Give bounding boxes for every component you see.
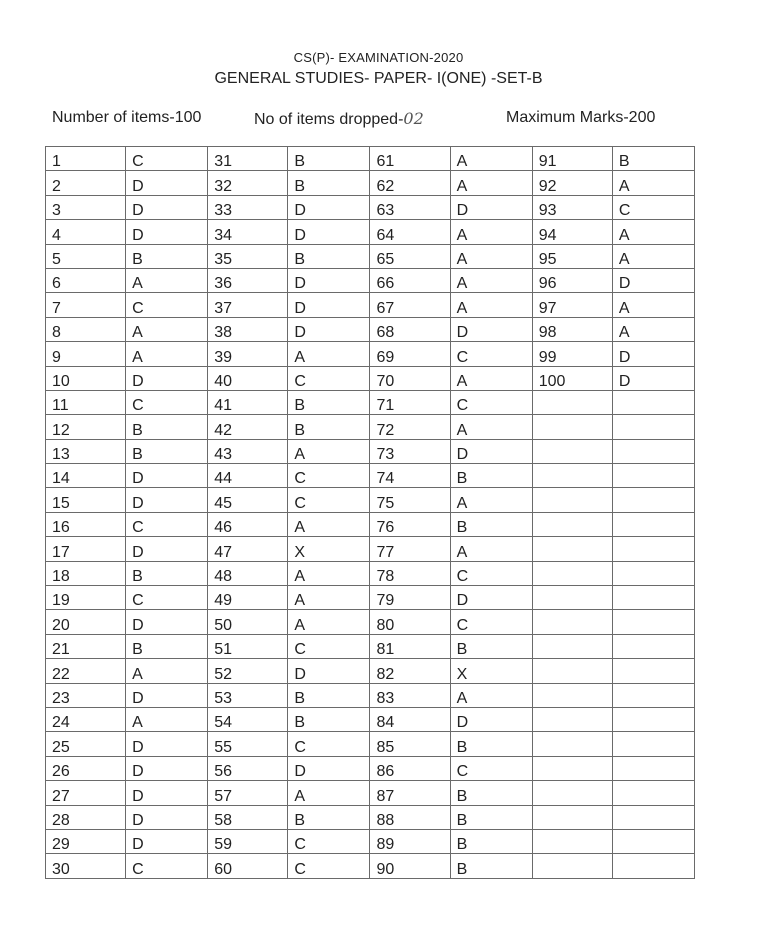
question-number-cell: 81 [370,634,450,658]
answer-cell: C [288,634,370,658]
answer-cell: C [288,366,370,390]
answer-cell [612,659,694,683]
answer-cell: A [126,268,208,292]
question-number-cell: 42 [208,415,288,439]
answer-cell: A [450,220,532,244]
question-number-cell: 44 [208,464,288,488]
answer-cell: D [612,268,694,292]
question-number-cell: 43 [208,439,288,463]
answer-cell: B [288,415,370,439]
question-number-cell: 48 [208,561,288,585]
question-number-cell: 47 [208,537,288,561]
answer-cell: B [288,683,370,707]
question-number-cell: 55 [208,732,288,756]
question-number-cell: 60 [208,854,288,878]
table-row [46,244,695,268]
answer-cell [612,586,694,610]
answer-cell: C [288,854,370,878]
question-number-cell: 80 [370,610,450,634]
question-number-cell [532,390,612,414]
question-number-cell: 20 [46,610,126,634]
question-number-cell: 73 [370,439,450,463]
question-number-cell [532,561,612,585]
table-row [46,683,695,707]
question-number-cell: 58 [208,805,288,829]
answer-cell: C [126,147,208,171]
answer-cell [612,732,694,756]
table-row [46,732,695,756]
answer-cell: A [288,439,370,463]
question-number-cell: 79 [370,586,450,610]
question-number-cell: 87 [370,781,450,805]
answer-cell: B [126,244,208,268]
answer-cell: A [612,171,694,195]
question-number-cell: 45 [208,488,288,512]
table-row [46,439,695,463]
question-number-cell: 40 [208,366,288,390]
answer-cell [612,829,694,853]
answer-cell: D [126,537,208,561]
answer-key-body [46,147,695,879]
question-number-cell: 23 [46,683,126,707]
answer-cell: D [126,829,208,853]
answer-key-table [45,146,695,879]
answer-cell [612,854,694,878]
question-number-cell [532,634,612,658]
question-number-cell: 30 [46,854,126,878]
answer-cell [612,561,694,585]
question-number-cell: 5 [46,244,126,268]
answer-cell: C [612,195,694,219]
question-number-cell: 26 [46,756,126,780]
table-row [46,707,695,731]
answer-cell: D [126,683,208,707]
question-number-cell: 59 [208,829,288,853]
table-row [46,220,695,244]
answer-cell: A [450,488,532,512]
answer-cell [612,707,694,731]
answer-cell: A [612,317,694,341]
question-number-cell: 71 [370,390,450,414]
answer-cell: C [450,390,532,414]
answer-cell: A [612,220,694,244]
answer-cell: D [288,756,370,780]
answer-cell: D [126,171,208,195]
table-row [46,415,695,439]
table-row [46,342,695,366]
question-number-cell: 82 [370,659,450,683]
table-row [46,268,695,292]
answer-cell [612,439,694,463]
table-row [46,586,695,610]
question-number-cell: 3 [46,195,126,219]
table-row [46,756,695,780]
question-number-cell [532,781,612,805]
table-row [46,805,695,829]
table-row [46,293,695,317]
question-number-cell [532,610,612,634]
question-number-cell: 9 [46,342,126,366]
answer-cell [612,512,694,536]
answer-cell: C [450,756,532,780]
question-number-cell [532,512,612,536]
answer-cell: C [450,342,532,366]
answer-cell: A [126,342,208,366]
question-number-cell: 63 [370,195,450,219]
question-number-cell: 1 [46,147,126,171]
question-number-cell [532,488,612,512]
question-number-cell: 13 [46,439,126,463]
answer-cell: A [450,415,532,439]
question-number-cell: 22 [46,659,126,683]
answer-cell: A [126,317,208,341]
question-number-cell: 50 [208,610,288,634]
answer-cell: A [126,659,208,683]
answer-cell: D [126,756,208,780]
answer-cell [612,683,694,707]
question-number-cell: 41 [208,390,288,414]
maximum-marks: Maximum Marks-200 [506,109,656,126]
table-row [46,781,695,805]
question-number-cell: 84 [370,707,450,731]
question-number-cell: 11 [46,390,126,414]
answer-cell: A [450,244,532,268]
items-dropped [254,109,424,129]
question-number-cell: 95 [532,244,612,268]
table-row [46,659,695,683]
question-number-cell: 67 [370,293,450,317]
table-row [46,390,695,414]
answer-cell [612,634,694,658]
table-row [46,537,695,561]
answer-cell [612,464,694,488]
question-number-cell: 72 [370,415,450,439]
question-number-cell: 53 [208,683,288,707]
answer-cell: A [450,537,532,561]
answer-cell: D [288,317,370,341]
question-number-cell [532,683,612,707]
question-number-cell: 8 [46,317,126,341]
question-number-cell: 16 [46,512,126,536]
answer-cell: B [126,439,208,463]
question-number-cell: 92 [532,171,612,195]
question-number-cell: 62 [370,171,450,195]
answer-cell: X [450,659,532,683]
question-number-cell: 28 [46,805,126,829]
answer-cell [612,805,694,829]
question-number-cell: 78 [370,561,450,585]
number-of-items: Number of items-100 [52,109,202,126]
question-number-cell: 61 [370,147,450,171]
question-number-cell: 17 [46,537,126,561]
answer-cell: A [450,683,532,707]
question-number-cell: 18 [46,561,126,585]
answer-cell: D [450,439,532,463]
answer-cell: A [612,244,694,268]
question-number-cell [532,464,612,488]
question-number-cell: 75 [370,488,450,512]
table-row [46,488,695,512]
answer-cell: C [288,829,370,853]
question-number-cell: 19 [46,586,126,610]
answer-cell: A [288,512,370,536]
question-number-cell: 98 [532,317,612,341]
question-number-cell: 57 [208,781,288,805]
question-number-cell: 6 [46,268,126,292]
question-number-cell: 64 [370,220,450,244]
table-row [46,195,695,219]
answer-cell: A [288,342,370,366]
question-number-cell: 25 [46,732,126,756]
answer-cell: D [612,366,694,390]
question-number-cell [532,659,612,683]
table-row [46,829,695,853]
question-number-cell [532,537,612,561]
question-number-cell: 31 [208,147,288,171]
answer-cell: C [126,854,208,878]
answer-cell: D [288,659,370,683]
question-number-cell [532,756,612,780]
answer-cell: D [126,195,208,219]
question-number-cell: 66 [370,268,450,292]
question-number-cell: 83 [370,683,450,707]
table-row [46,317,695,341]
answer-cell: D [126,610,208,634]
question-number-cell: 39 [208,342,288,366]
answer-cell: B [450,805,532,829]
table-row [46,610,695,634]
answer-cell: C [288,464,370,488]
question-number-cell: 49 [208,586,288,610]
question-number-cell: 85 [370,732,450,756]
question-number-cell: 32 [208,171,288,195]
answer-cell: B [288,805,370,829]
question-number-cell: 14 [46,464,126,488]
answer-cell: D [450,195,532,219]
answer-cell: D [126,464,208,488]
answer-cell [612,415,694,439]
answer-cell: X [288,537,370,561]
answer-cell: C [126,512,208,536]
answer-cell: C [126,293,208,317]
question-number-cell [532,415,612,439]
answer-cell: B [450,732,532,756]
answer-cell: A [450,366,532,390]
question-number-cell: 51 [208,634,288,658]
answer-cell: A [126,707,208,731]
question-number-cell: 77 [370,537,450,561]
answer-cell: A [450,171,532,195]
question-number-cell: 37 [208,293,288,317]
question-number-cell: 74 [370,464,450,488]
question-number-cell: 68 [370,317,450,341]
answer-cell: B [288,390,370,414]
question-number-cell: 97 [532,293,612,317]
question-number-cell: 69 [370,342,450,366]
answer-cell: B [288,244,370,268]
answer-cell: A [612,293,694,317]
question-number-cell: 89 [370,829,450,853]
question-number-cell: 88 [370,805,450,829]
table-row [46,366,695,390]
question-number-cell: 4 [46,220,126,244]
table-row [46,854,695,878]
table-row [46,561,695,585]
exam-title: CS(P)- EXAMINATION-2020 [293,50,464,65]
answer-cell: B [288,707,370,731]
answer-cell [612,390,694,414]
question-number-cell [532,829,612,853]
answer-cell: B [126,634,208,658]
answer-cell: D [288,293,370,317]
table-row [46,634,695,658]
answer-cell [612,537,694,561]
answer-cell: B [450,464,532,488]
question-number-cell: 2 [46,171,126,195]
question-number-cell: 54 [208,707,288,731]
question-number-cell: 90 [370,854,450,878]
question-number-cell: 94 [532,220,612,244]
answer-cell: A [450,268,532,292]
answer-cell: B [450,781,532,805]
answer-cell: D [126,781,208,805]
question-number-cell: 86 [370,756,450,780]
question-number-cell: 21 [46,634,126,658]
answer-cell: D [126,488,208,512]
answer-cell: D [450,707,532,731]
question-number-cell: 12 [46,415,126,439]
answer-cell: D [126,805,208,829]
answer-cell: B [450,854,532,878]
answer-cell: A [450,147,532,171]
question-number-cell: 29 [46,829,126,853]
answer-cell: C [450,610,532,634]
question-number-cell: 46 [208,512,288,536]
answer-cell: B [288,171,370,195]
question-number-cell: 100 [532,366,612,390]
question-number-cell: 34 [208,220,288,244]
question-number-cell: 36 [208,268,288,292]
question-number-cell [532,854,612,878]
question-number-cell: 96 [532,268,612,292]
question-number-cell: 38 [208,317,288,341]
question-number-cell: 99 [532,342,612,366]
answer-cell: D [288,195,370,219]
answer-cell: A [288,610,370,634]
question-number-cell: 56 [208,756,288,780]
question-number-cell: 52 [208,659,288,683]
table-row [46,512,695,536]
question-number-cell: 15 [46,488,126,512]
question-number-cell: 93 [532,195,612,219]
question-number-cell [532,439,612,463]
answer-cell: A [288,781,370,805]
answer-cell: D [126,732,208,756]
question-number-cell: 70 [370,366,450,390]
answer-cell: C [288,732,370,756]
table-row [46,464,695,488]
answer-cell: D [612,342,694,366]
answer-cell: B [450,512,532,536]
answer-cell: D [126,366,208,390]
paper-title: GENERAL STUDIES- PAPER- I(ONE) -SET-B [214,70,543,87]
answer-cell: B [450,829,532,853]
table-row [46,171,695,195]
question-number-cell: 10 [46,366,126,390]
question-number-cell: 27 [46,781,126,805]
question-number-cell [532,586,612,610]
answer-cell [612,488,694,512]
answer-cell: A [450,293,532,317]
answer-cell: D [126,220,208,244]
answer-cell: D [288,220,370,244]
question-number-cell: 76 [370,512,450,536]
answer-cell: B [126,415,208,439]
question-number-cell: 24 [46,707,126,731]
answer-cell: D [450,317,532,341]
answer-cell [612,756,694,780]
answer-cell: C [288,488,370,512]
question-number-cell: 7 [46,293,126,317]
answer-cell: D [288,268,370,292]
answer-cell [612,610,694,634]
answer-cell: C [126,390,208,414]
question-number-cell: 33 [208,195,288,219]
question-number-cell: 65 [370,244,450,268]
answer-cell: B [288,147,370,171]
question-number-cell [532,732,612,756]
answer-cell: C [450,561,532,585]
answer-cell: C [126,586,208,610]
answer-cell [612,781,694,805]
items-dropped-value: 02 [403,109,424,128]
answer-cell: B [126,561,208,585]
answer-cell: B [450,634,532,658]
question-number-cell [532,805,612,829]
answer-cell: B [612,147,694,171]
question-number-cell [532,707,612,731]
answer-cell: A [288,586,370,610]
question-number-cell: 91 [532,147,612,171]
answer-cell: A [288,561,370,585]
question-number-cell: 35 [208,244,288,268]
answer-cell: D [450,586,532,610]
items-dropped-label: No of items dropped- [254,111,404,128]
table-row [46,147,695,171]
